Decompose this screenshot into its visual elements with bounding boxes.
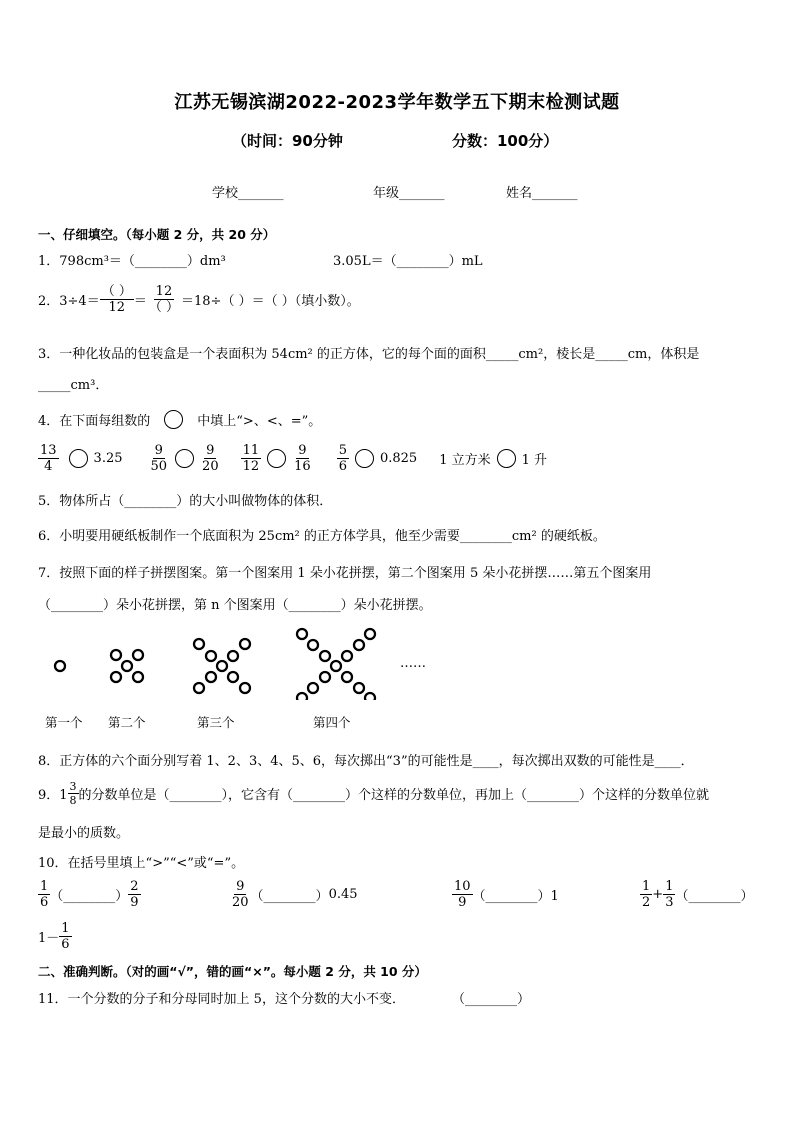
- q10-d2-num: 1: [665, 879, 674, 894]
- q10-a-num: 1: [40, 879, 49, 894]
- q10-d1-frac: [640, 879, 652, 910]
- answer-circle-icon[interactable]: [497, 449, 516, 468]
- q4-tail: 中填上“>、<、=”。: [197, 414, 322, 429]
- answer-circle-icon[interactable]: [267, 449, 286, 468]
- q10-b-den: 20: [232, 895, 249, 910]
- q10-item-d: [640, 879, 753, 910]
- answer-circle-icon[interactable]: [69, 449, 88, 468]
- q4-g5-right: 1 升: [521, 453, 547, 468]
- q9-rest: 的分数单位是（________），它含有（________）个这样的分数单位，再加上（________）个这样的分数单位就: [78, 788, 710, 803]
- q10-d2-den: 3: [665, 895, 674, 910]
- q10-d2-frac: [663, 879, 675, 910]
- question-11-blank: （________）: [452, 992, 531, 1007]
- q4-g1-den: 4: [44, 459, 53, 474]
- q10-item-e: [38, 921, 72, 952]
- q10-a-r-den: 9: [130, 895, 139, 910]
- q9-fraction: [68, 780, 79, 807]
- question-1b: 3.05L＝（________）mL: [333, 254, 483, 269]
- q10-b-blank: （________）: [250, 889, 329, 904]
- q2-f1-num: （ ）: [101, 284, 132, 299]
- q4-groups: [38, 443, 547, 474]
- q10-item-b: [230, 879, 358, 910]
- question-9-line-2: 是最小的质数。: [38, 826, 130, 841]
- q10-b-num: 9: [236, 879, 245, 894]
- q10-a-r-num: 2: [130, 879, 139, 894]
- pattern-2-flowers: [111, 650, 143, 682]
- q2-fraction-1: [100, 284, 134, 315]
- question-3-line-2: _____cm³．: [38, 378, 109, 393]
- q4-g4-den: 6: [338, 459, 347, 474]
- q4-g3-den: 12: [242, 459, 260, 474]
- q4-g4-num: 5: [338, 443, 347, 458]
- answer-circle-icon[interactable]: [175, 449, 194, 468]
- q10-b-frac: [230, 879, 251, 910]
- q10-c-blank: （________）1: [472, 889, 559, 904]
- q4-head: 4．在下面每组数的: [38, 414, 151, 429]
- pattern-label-2: 第二个: [108, 715, 146, 730]
- pattern-ellipsis: ……: [400, 656, 426, 671]
- q4-g3-frac: [241, 443, 262, 474]
- pattern-3-flowers: [194, 639, 250, 693]
- question-4: [38, 410, 321, 429]
- q10-e-num: 1: [61, 921, 70, 936]
- page-title: 江苏无锡滨湖2022-2023学年数学五下期末检测试题: [174, 92, 620, 113]
- exam-score: 分数：100分）: [452, 132, 559, 150]
- q2-tail: ＝18÷（ ）＝（ ）（填小数）。: [181, 294, 360, 309]
- q4-g2b-num: 9: [206, 443, 215, 458]
- q4-g3b-frac: [292, 443, 313, 474]
- q10-d1-den: 2: [642, 895, 651, 910]
- flower-pattern-figure: [40, 625, 400, 700]
- q10-a-blank: （________）: [50, 889, 129, 904]
- q10-a-den: 6: [40, 895, 49, 910]
- q10-c-frac: [452, 879, 473, 910]
- q4-g2-frac: [149, 443, 170, 474]
- q4-g1-right: 3.25: [93, 451, 123, 466]
- q4-g3-num: 11: [242, 443, 260, 458]
- q10-c-num: 10: [454, 879, 471, 894]
- question-9-line-1: [38, 780, 709, 807]
- q10-b-right: 0.45: [328, 887, 358, 902]
- q10-d-plus: +: [652, 887, 664, 902]
- q4-g4-frac: [337, 443, 349, 474]
- question-1a: 1．798cm³＝（________）dm³: [38, 254, 226, 269]
- q10-c-den: 9: [458, 895, 467, 910]
- q9-f-num: 3: [69, 780, 77, 793]
- q4-g3b-num: 9: [298, 443, 307, 458]
- pattern-4-flowers: [297, 629, 375, 700]
- q2-prefix: 2．3÷4＝: [38, 294, 100, 309]
- q10-d1-num: 1: [642, 879, 651, 894]
- question-11: 11．一个分数的分子和分母同时加上 5，这个分数的大小不变．: [38, 992, 405, 1007]
- q10-e-left: 1－: [38, 931, 60, 946]
- q4-g2-num: 9: [154, 443, 163, 458]
- pattern-1-flower: [55, 661, 65, 671]
- question-8: 8．正方体的六个面分别写着 1、2、3、4、5、6，每次掷出“3”的可能性是____，每次掷出双数的可能性是____．: [38, 754, 694, 769]
- q2-fraction-2: [147, 284, 181, 315]
- question-6: 6．小明要用硬纸板制作一个底面积为 25cm² 的正方体学具，他至少需要________cm² 的硬纸板。: [38, 529, 606, 544]
- q9-prefix: 9．1: [38, 788, 68, 803]
- question-5: 5．物体所占（________）的大小叫做物体的体积．: [38, 494, 333, 509]
- question-7-line-1: 7．按照下面的样子拼摆图案。第一个图案用 1 朵小花拼摆，第二个图案用 5 朵小花拼摆……第五个图案用: [38, 566, 652, 581]
- grade-field: 年级_______: [373, 186, 445, 201]
- answer-circle-icon[interactable]: [355, 449, 374, 468]
- q2-f2-den: （ ）: [148, 300, 180, 315]
- q4-g4-right: 0.825: [379, 451, 418, 466]
- school-field: 学校_______: [212, 186, 284, 201]
- question-2: [38, 284, 360, 315]
- compare-circle-icon: [164, 410, 183, 429]
- q4-g2-den: 50: [150, 459, 168, 474]
- section-two-heading: 二、准确判断。（对的画“√”，错的画“×”。每小题 2 分，共 10 分）: [38, 964, 427, 979]
- q4-g2b-den: 20: [202, 459, 219, 474]
- q2-f1-den: 12: [108, 300, 126, 315]
- q10-a-right-frac: [128, 879, 140, 910]
- exam-time: （时间：90分钟: [232, 132, 343, 150]
- q9-f-den: 8: [69, 794, 77, 807]
- q4-g1-num: 13: [40, 443, 57, 458]
- name-field: 姓名_______: [506, 186, 578, 201]
- q10-d-blank: （________）: [675, 889, 754, 904]
- q10-e-den: 6: [61, 937, 70, 952]
- q2-f2-num: 12: [155, 284, 173, 299]
- q10-item-c: [452, 879, 559, 910]
- q2-eq: ＝: [133, 294, 147, 309]
- question-10-head: 10．在括号里填上“>”“<”或“=”。: [38, 856, 245, 871]
- q10-e-frac: [59, 921, 71, 952]
- q10-item-a: [38, 879, 141, 910]
- question-7-line-2: （________）朵小花拼摆，第 n 个图案用（________）朵小花拼摆。: [38, 598, 432, 613]
- pattern-label-4: 第四个: [313, 715, 351, 730]
- q4-g2b-frac: [200, 443, 221, 474]
- section-one-heading: 一、仔细填空。（每小题 2 分，共 20 分）: [38, 227, 276, 242]
- pattern-label-3: 第三个: [197, 715, 235, 730]
- pattern-label-1: 第一个: [45, 715, 83, 730]
- q4-g1-frac: [38, 443, 59, 474]
- q4-g3b-den: 16: [294, 459, 311, 474]
- q4-g5-left: 1 立方米: [439, 453, 491, 468]
- q10-a-frac: [38, 879, 50, 910]
- question-3-line-1: 3．一种化妆品的包装盒是一个表面积为 54cm² 的正方体，它的每个面的面积_____cm²，棱长是_____cm，体积是: [38, 347, 700, 362]
